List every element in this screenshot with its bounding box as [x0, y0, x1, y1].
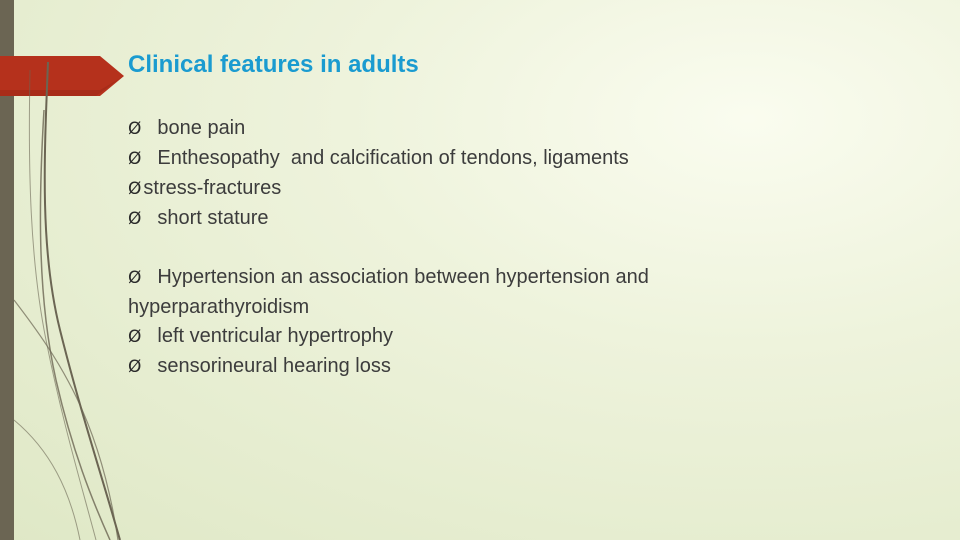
list-item: [128, 114, 928, 144]
arrow-bullet-icon: Ø: [128, 327, 142, 347]
list-item: [128, 204, 928, 234]
arrow-bullet-icon: Ø: [128, 149, 142, 169]
arrow-bullet-icon: Ø: [128, 179, 142, 199]
accent-banner: [0, 56, 124, 96]
list-item: [128, 322, 928, 352]
list-item: [128, 174, 928, 204]
list-item: [128, 263, 768, 322]
list-item: [128, 352, 928, 382]
arrow-bullet-icon: Ø: [128, 119, 142, 139]
list-item-text: Hypertension an association between hypertension and hyperparathyroidism: [128, 266, 649, 318]
list-item-text: sensorineural hearing loss: [157, 355, 391, 377]
list-item-text: stress-fractures: [143, 177, 282, 199]
arrow-bullet-icon: Ø: [128, 357, 142, 377]
list-item-text: Enthesopathy and calcification of tendons, ligaments: [157, 147, 629, 169]
slide-title: Clinical features in adults: [128, 51, 419, 78]
bullet-list: [128, 114, 928, 382]
arrow-bullet-icon: Ø: [128, 268, 142, 288]
arrow-bullet-icon: Ø: [128, 209, 142, 229]
left-accent-bar: [0, 0, 14, 540]
list-item-text: bone pain: [157, 117, 246, 139]
list-spacer: [128, 234, 928, 263]
list-item-text: short stature: [157, 207, 269, 229]
list-item-text: left ventricular hypertrophy: [157, 325, 394, 347]
list-item: [128, 144, 928, 174]
